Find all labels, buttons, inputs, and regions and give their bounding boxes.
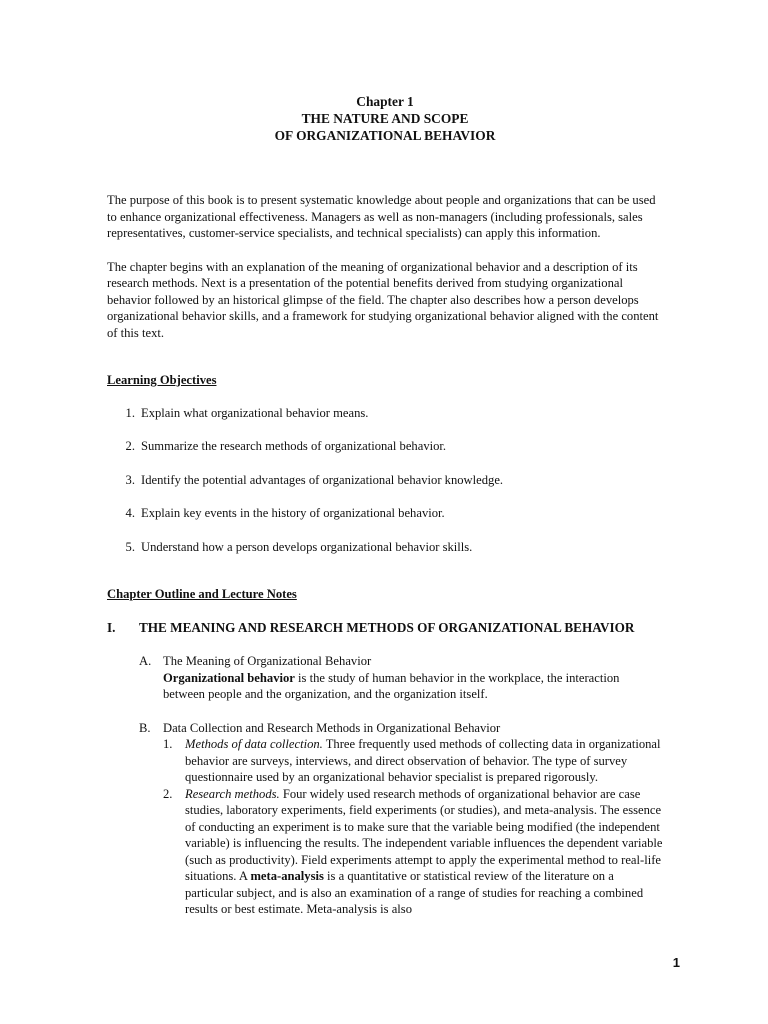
term-bold: meta-analysis <box>250 869 324 883</box>
subsection-letter: B. <box>139 720 151 735</box>
chapter-title-line-2: OF ORGANIZATIONAL BEHAVIOR <box>274 128 496 143</box>
list-item-text: Explain key events in the history of organizational behavior. <box>141 506 445 520</box>
list-item-number: 3. <box>125 472 135 487</box>
term-italic: Research methods. <box>185 786 280 801</box>
intro-paragraph-1: The purpose of this book is to present systematic knowledge about people and organizations that can be used to enhance organizational effectiveness. Managers as well as non-managers (including professionals, sales representatives, customer-service specialists, and technical specialists) can apply this information. <box>107 193 656 240</box>
intro-paragraph-2: The chapter begins with an explanation of the meaning of organizational behavior and a description of its research methods. Next is a presentation of the potential benefits derived from studying organizational behavior followed by an historical glimpse of the field. The chapter also describes how a person develops organizational behavior skills, and a framework for studying organizational behavior aligned with the content of this text. <box>107 259 659 340</box>
list-item-text: Explain what organizational behavior means. <box>141 405 369 420</box>
list-item-number: 1. <box>163 737 173 751</box>
list-item-number: 1. <box>125 405 135 420</box>
document-page <box>107 93 663 918</box>
chapter-title-line-1: THE NATURE AND SCOPE <box>301 111 469 126</box>
learning-objectives-heading: Learning Objectives <box>107 373 217 387</box>
list-item-number: 2. <box>125 439 135 453</box>
subsection-letter: A. <box>139 654 152 668</box>
section-heading <box>107 620 663 637</box>
term-bold: Organizational behavior <box>163 670 295 685</box>
definition-text: Organizational behavior is the study of human behavior in the workplace, the interaction between people and the organization, and the organization itself. <box>163 670 620 701</box>
subsection-title: The Meaning of Organizational Behavior <box>163 654 372 668</box>
list-item <box>107 438 663 455</box>
subsection-title: Data Collection and Research Methods in Organizational Behavior <box>163 720 501 735</box>
list-item-number: 4. <box>125 506 135 520</box>
list-item <box>107 539 663 556</box>
list-item-text: Understand how a person develops organizational behavior skills. <box>141 539 473 554</box>
list-item-text: Identify the potential advantages of organizational behavior knowledge. <box>141 472 504 487</box>
section-title: THE MEANING AND RESEARCH METHODS OF ORGANIZATIONAL BEHAVIOR <box>139 619 635 635</box>
chapter-outline-heading: Chapter Outline and Lecture Notes <box>107 587 297 601</box>
list-item-number: 2. <box>163 786 173 801</box>
list-item: 1. Methods of data collection. Three frequently used methods of collecting data in organizational behavior are surveys, interviews, and direct observation of behavior. The type of survey questionnaire used by an organizational behavior specialist is prepared rigorously. <box>163 737 661 784</box>
list-item-text: Summarize the research methods of organizational behavior. <box>141 439 447 453</box>
chapter-label: Chapter 1 <box>356 94 414 109</box>
page-number: 1 <box>672 955 680 970</box>
subsection-a <box>107 653 663 703</box>
list-item: 2. Research methods. Four widely used research methods of organizational behavior are case studies, laboratory experiments, field experiments (or studies), and meta-analysis. The essence of conducting an experiment is to make sure that the variable being modified (the independent variable) is influencing the results. The independent variable influences the dependent variable (such as productivity). Field experiments attempt to apply the experimental method to real-life situations. A meta-analysis is a quantitative or statistical review of the literature on a particular subject, and is also an examination of a range of studies for reaching a combined results or best estimate. Meta-analysis is also <box>163 786 663 916</box>
subsection-b <box>107 720 663 918</box>
list-item <box>107 472 663 489</box>
learning-objectives-list <box>107 405 663 556</box>
section-number: I. <box>107 619 116 635</box>
term-italic: Methods of data collection. <box>185 737 323 751</box>
list-item <box>107 405 663 422</box>
list-item-number: 5. <box>125 539 135 554</box>
list-item <box>107 505 663 522</box>
